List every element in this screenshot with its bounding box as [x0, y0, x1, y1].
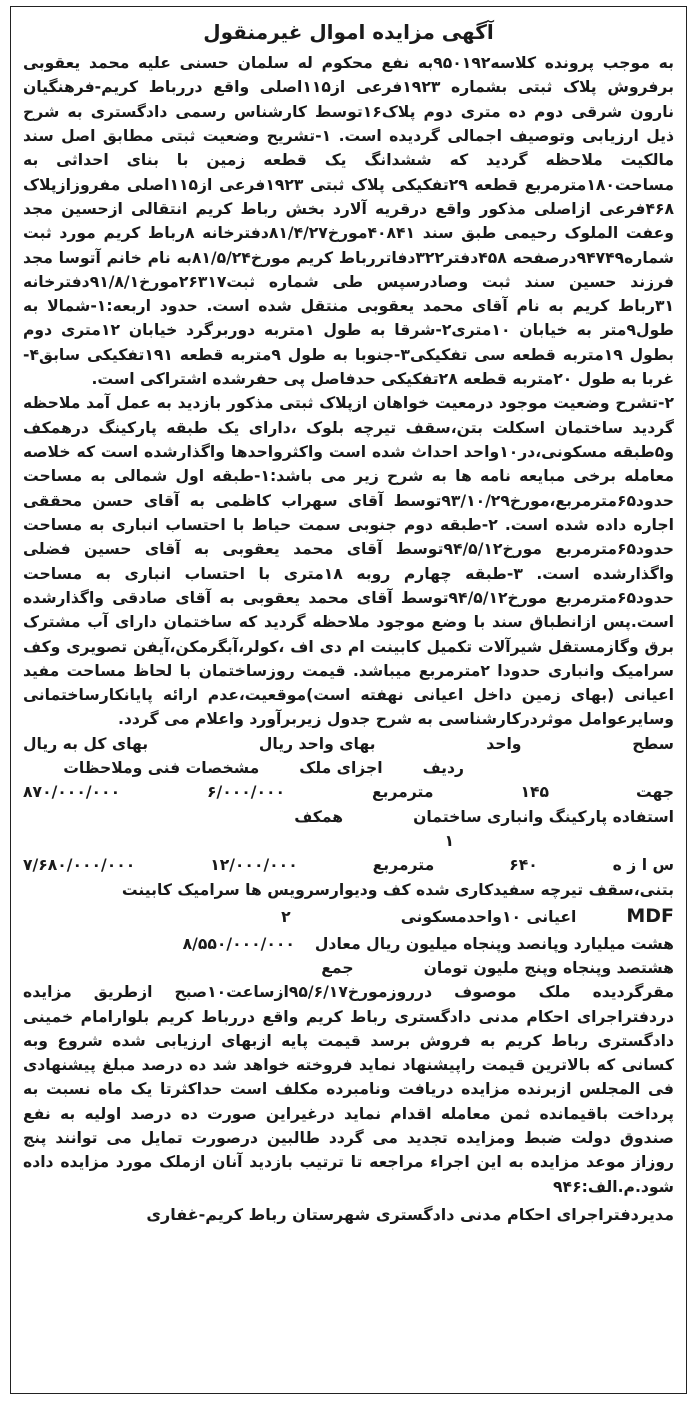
row1-unit: مترمربع	[371, 783, 434, 802]
table-sum-row	[23, 932, 674, 956]
row2-area: ۶۴۰	[509, 856, 538, 875]
notice-closing: مقرگردیده ملک موصوف درروزمورخ۹۵/۶/۱۷ازساعت۱۰صبح ازطریق مزایده دردفتراجرای احکام مدنی دادگستری رباط کریم واقع دررباط کریم بلوارامام خمینی دادگستری رباط کریم به فروش برسد قیمت پایه ازبهای ارزیابی شده شروع وبه کسانی که بالاترین قیمت راپیشنهاد نماید فروخته خواهد شد ده درصد مبلغ پیشنهادی فی المجلس ازبرنده مزایده دریافت ونامبرده مکلف است حداکثرتا یک ماه نسبت به پرداخت باقیمانده ثمن معامله اقدام نماید درغیراین صورت ده درصد اولیه به نفع صندوق دولت ضبط ومزایده تجدید می گردد طالبین درصورت تمایل می توانند پنج روزاز موعد مزایده به این اجراء مراجعه تا ترتیب بازدید آنان ازملک مورد مزایده داده شود.م.الف:۹۴۶	[23, 983, 674, 1196]
row1-unit-price: ۶/۰۰۰/۰۰۰	[207, 783, 286, 802]
header-unit: واحد	[486, 734, 522, 753]
notice-paragraph-2: ۲-تشرح وضعیت موجود درمعیت خواهان ازپلاک ثبتی مذکور بازدید به عمل آمد ملاحظه گردید ساختمان اسکلت بتن،سقف تیرچه بلوک ،دارای یک طبقه پارکینگ درهمکف و۵طبقه مسکونی،در۱۰واحد احداث شده است واکثرواحدها واگذارشده است که خلاصه معامله برخی مبایعه نامه ها به شرح زیر می باشد:۱-طبقه اول شمالی به مساحت حدود۶۵مترمربع،مورخ۹۳/۱۰/۲۹توسط آقای سهراب کاظمی به آقای حسن محققی اجاره داده شده است. ۲-طبقه دوم جنوبی سمت حیاط با احتساب انباری به مساحت حدود۶۵مترمربع مورخ۹۴/۵/۱۲توسط آقای محمد یعقوبی به آقای حسین فضلی واگذارشده است. ۳-طبقه چهارم روبه ۱۸متری با احتساب انباری به مساحت حدود۶۵مترمربع مورخ۹۴/۵/۱۲توسط آقای محمد یعقوبی به آقای صادقی واگذارشده است.پس ازانطباق سند با وضع موجود ملاحظه گردید که ساختمان دارای آب مشترک برق وگازمستقل شیرآلات تکمیل کابینت ام دی اف ،کولر،آبگرمکن،آیفن تصویری وکف سرامیک وانباری حدودا ۲مترمربع میباشد. قیمت روزساختمان با لحاظ مساحت مفید اعیانی (بهای زمین داخل اعیانی نهفته است)موقعیت،عدم ارائه پایانکارساختمانی وسایرعوامل موثردرکارشناسی به شرح جدول زیربرآورد واعلام می گردد.	[23, 394, 674, 729]
sum-label: جمع	[321, 958, 354, 977]
table-row-2	[23, 853, 674, 877]
sum-words-2: هشتصد وپنجاه وپنج ملیون تومان	[423, 958, 674, 977]
header-area: سطح	[632, 734, 674, 753]
row1-area: ۱۴۵	[520, 783, 550, 802]
notice-signature: مدیردفتراجرای احکام مدنی دادگستری شهرستان رباط کریم-غفاری	[146, 1205, 674, 1224]
row1-index: ۱	[444, 832, 454, 850]
header-component: اجزای ملک	[299, 759, 383, 778]
header-index: ردیف	[422, 759, 464, 778]
table-header-row-2	[23, 756, 674, 780]
table-row-1	[23, 780, 674, 804]
row2-index: ۲	[281, 907, 291, 926]
notice-document	[11, 7, 686, 1233]
table-header-row-1	[23, 732, 674, 756]
notice-title: آگهی مزایده اموال غیرمنقول	[203, 20, 494, 44]
table-row-2-component	[23, 902, 674, 932]
valuation-table	[23, 732, 674, 980]
row2-label: س ا ز ه	[612, 856, 674, 875]
row2-unit-price: ۱۲/۰۰۰/۰۰۰	[210, 856, 298, 875]
table-row-2-cont	[23, 878, 674, 902]
sum-words: هشت میلیارد وپانصد وپنجاه میلیون ریال معادل	[314, 934, 674, 953]
table-row-1-index	[23, 829, 674, 853]
header-total: بهای کل به ریال	[23, 734, 149, 753]
row1-label: جهت	[635, 783, 674, 802]
header-unit-price: بهای واحد ریال	[258, 734, 376, 753]
row2-total: ۷/۶۸۰/۰۰۰/۰۰۰	[23, 856, 136, 875]
sum-value: ۸/۵۵۰/۰۰۰/۰۰۰	[182, 934, 295, 953]
row1-component: همکف	[294, 807, 344, 826]
notice-paragraph-1: به موجب پرونده کلاسه۹۵۰۱۹۲به نفع محکوم له سلمان حسنی علیه محمد یعقوبی برفروش پلاک ثبتی بشماره ۱۹۲۳فرعی از۱۱۵اصلی واقع دررباط کریم-فرهنگیان نارون شرقی دوم ده متری دوم پلاک۱۶توسط کارشناس رسمی دادگستری به شرح ذیل ارزیابی وتوصیف اجمالی گردیده است. ۱-تشریح وضعیت ثبتی مطابق اصل سند مالکیت ملاحظه گردید که ششدانگ یک قطعه زمین با بنای احداثی به مساحت۱۸۰مترمربع قطعه ۲۹تفکیکی پلاک ثبتی ۱۹۲۳فرعی از۱۱۵اصلی مفروزازپلاک ۴۶۸فرعی ازاصلی مذکور واقع درقریه آلارد بخش رباط کریم انتقالی ازحسین مجد وعفت الملوک رحیمی طبق سند ۴۰۸۴۱مورخ۸۱/۴/۲۷دفترخانه ۸رباط کریم مورد ثبت شماره۹۴۷۴۹درصفحه ۴۵۸دفتر۳۲۲دفاتررباط کریم مورخ۸۱/۵/۲۴به نام خانم آتوسا مجد فرزند حسین سند ثبت وصادرسپس طی شماره ثبت۲۶۳۱۷مورخ۹۱/۸/۱دفترخانه ۳۱رباط کریم به نام آقای محمد یعقوبی منتقل شده است. حدود اربعه:۱-شمالا به طول۹متر به خیابان ۱۰متری۲-شرقا به طول ۱متربه دوربرگرد خیابان ۱۲متری دوم بطول ۱۹متربه قطعه سی تفکیکی۳-جنوبا به طول ۹متربه قطعه ۱۹۱تفکیکی سابق۴-غربا به طول ۲۰متربه قطعه ۲۸تفکیکی حدفاصل پی حفرشده اشتراکی است.	[23, 54, 675, 389]
row1-cont-text: استفاده پارکینگ وانباری ساختمان	[413, 807, 674, 826]
row2-component: اعیانی ۱۰واحدمسکونی	[400, 907, 577, 926]
row2-unit: مترمربع	[372, 856, 435, 875]
row2-mdf: MDF	[626, 904, 674, 927]
row1-total: ۸۷۰/۰۰۰/۰۰۰	[23, 783, 121, 802]
table-row-1-cont	[23, 805, 674, 829]
row2-cont-text: بتنی،سقف تیرچه سفیدکاری شده کف ودیوارسرویس ها سرامیک کابینت	[121, 880, 674, 899]
header-specs: مشخصات فنی وملاحظات	[63, 759, 260, 778]
notice-frame	[10, 6, 687, 1394]
table-sum-row-2	[23, 956, 674, 980]
